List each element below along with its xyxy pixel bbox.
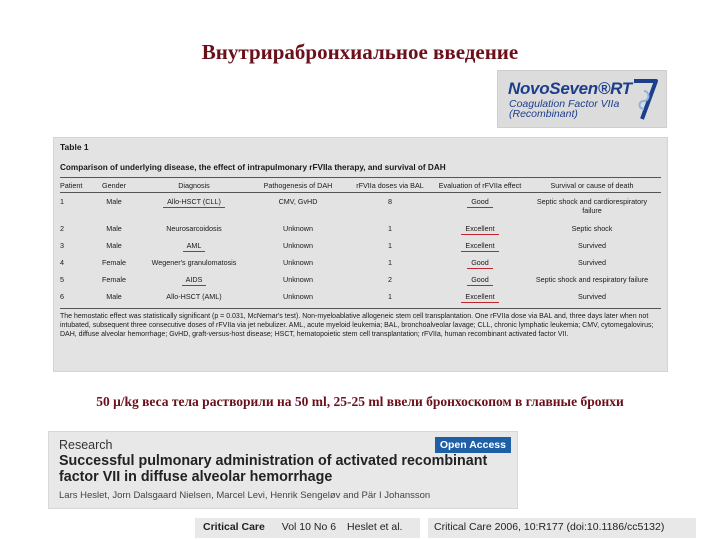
table-cell: Male [106,224,122,233]
table-cell: 3 [60,241,64,250]
table-cell: Male [106,241,122,250]
novoseven-logo [497,70,667,128]
table-cell: 1 [60,197,64,206]
table-header-row [60,178,661,193]
table-cell: Male [106,292,122,301]
table-cell: Survived [578,292,606,301]
table-cell: Allo-HSCT (AML) [166,292,222,301]
table-cell: Wegener's granulomatosis [151,258,237,267]
logo-subtitle: Coagulation Factor VIIa [509,98,620,110]
table-cell: Female [102,275,126,284]
table-label: Table 1 [60,142,89,152]
table-row [60,193,661,220]
table-cell: Unknown [283,241,313,250]
table-caption: Comparison of underlying disease, the effect of intrapulmonary rFVIIa therapy, and survival of DAH [60,163,446,172]
slide-title: Внутрирабронхиальное введение [201,40,519,64]
table-cell: Neurosarcoidosis [166,224,222,233]
table-cell: Good [467,275,493,286]
author-short: Heslet et al. [347,521,403,533]
table-cell: 4 [60,258,64,267]
journal-footer [195,518,420,538]
table-cell: Unknown [283,292,313,301]
table-cell: CMV, GvHD [278,197,318,206]
table-cell: Survived [578,258,606,267]
novoseven-mark-icon [630,75,660,125]
table-cell: Excellent [461,292,498,303]
table-cell: Survived [578,241,606,250]
article-header [48,431,518,509]
table-cell: 1 [388,241,392,250]
logo-brand: NovoSeven®RT [508,79,632,98]
article-title: Successful pulmonary administration of activated recombinant factor VII in diffuse alveolar hemorrhage [59,453,488,485]
table-cell: Good [467,197,493,208]
table-header-cell: Pathogenesis of DAH [263,181,333,190]
article-authors: Lars Heslet, Jorn Dalsgaard Nielsen, Marcel Levi, Henrik Sengeløv and Pär I Johansson [59,490,431,501]
table-cell: Male [106,197,122,206]
table-image [53,137,668,372]
table-cell: Septic shock and respiratory failure [535,275,649,284]
table-cell: 2 [60,224,64,233]
open-access-badge: Open Access [435,437,511,453]
table-header-cell: Gender [102,181,126,190]
table-row [60,288,661,305]
table-cell: Septic shock [571,224,613,233]
table-row [60,237,661,254]
table-cell: Septic shock and cardiorespiratory failure [536,197,648,215]
table-cell: AML [183,241,206,252]
table-cell: Excellent [461,224,498,235]
table-cell: 1 [388,258,392,267]
table-header-cell: Patient [60,181,83,190]
table-cell: 8 [388,197,392,206]
table-cell: 2 [388,275,392,284]
table-cell: 6 [60,292,64,301]
table-header-cell: Diagnosis [178,181,210,190]
table-header-cell: Evaluation of rFVIIa effect [438,181,522,190]
table-cell: Unknown [283,275,313,284]
table-cell: Good [467,258,493,269]
table-cell: Unknown [283,258,313,267]
citation-footer: Critical Care 2006, 10:R177 (doi:10.1186/cc5132) [428,518,696,538]
table-cell: 1 [388,224,392,233]
table-row [60,254,661,271]
table-header-cell: Survival or cause of death [550,181,634,190]
table-cell: Excellent [461,241,498,252]
journal-name: Critical Care [203,521,265,533]
table-footnote: The hemostatic effect was statistically significant (p = 0.031, McNemar's test). Non-myeloablative allogeneic stem cell transplantation. One rFVIIa dose via BAL and, three days later when not intubated, subsequent three consecutive doses of rFVIIa via jet nebulizer. AML, acute myeloid leukemia; BAL, bronchoalveolar lavage; CLL, chronic lymphatic leukemia; CMV, cytomegalovirus; DAH, diffuse alveolar hemorrhage; GvHD, graft-versus-host disease; HSCT, hematopoietic stem cell transplantation; rFVIIa, human recombinant activated factor VII. [60,313,654,338]
table-row [60,220,661,237]
dose-note: 50 μ/kg веса тела растворили на 50 ml, 25-25 ml ввели бронхоскопом в главные бронхи [96,394,624,409]
table-row [60,271,661,288]
logo-subtitle-2: (Recombinant) [509,108,578,120]
table-cell: AIDS [182,275,207,286]
table-cell: Allo-HSCT (CLL) [163,197,225,208]
table-cell: 5 [60,275,64,284]
journal-volume: Vol 10 No 6 [281,521,337,533]
table-cell: Female [102,258,126,267]
table-cell: Unknown [283,224,313,233]
table-cell: 1 [388,292,392,301]
article-section: Research [59,438,113,452]
table-header-cell: rFVIIa doses via BAL [356,181,424,190]
